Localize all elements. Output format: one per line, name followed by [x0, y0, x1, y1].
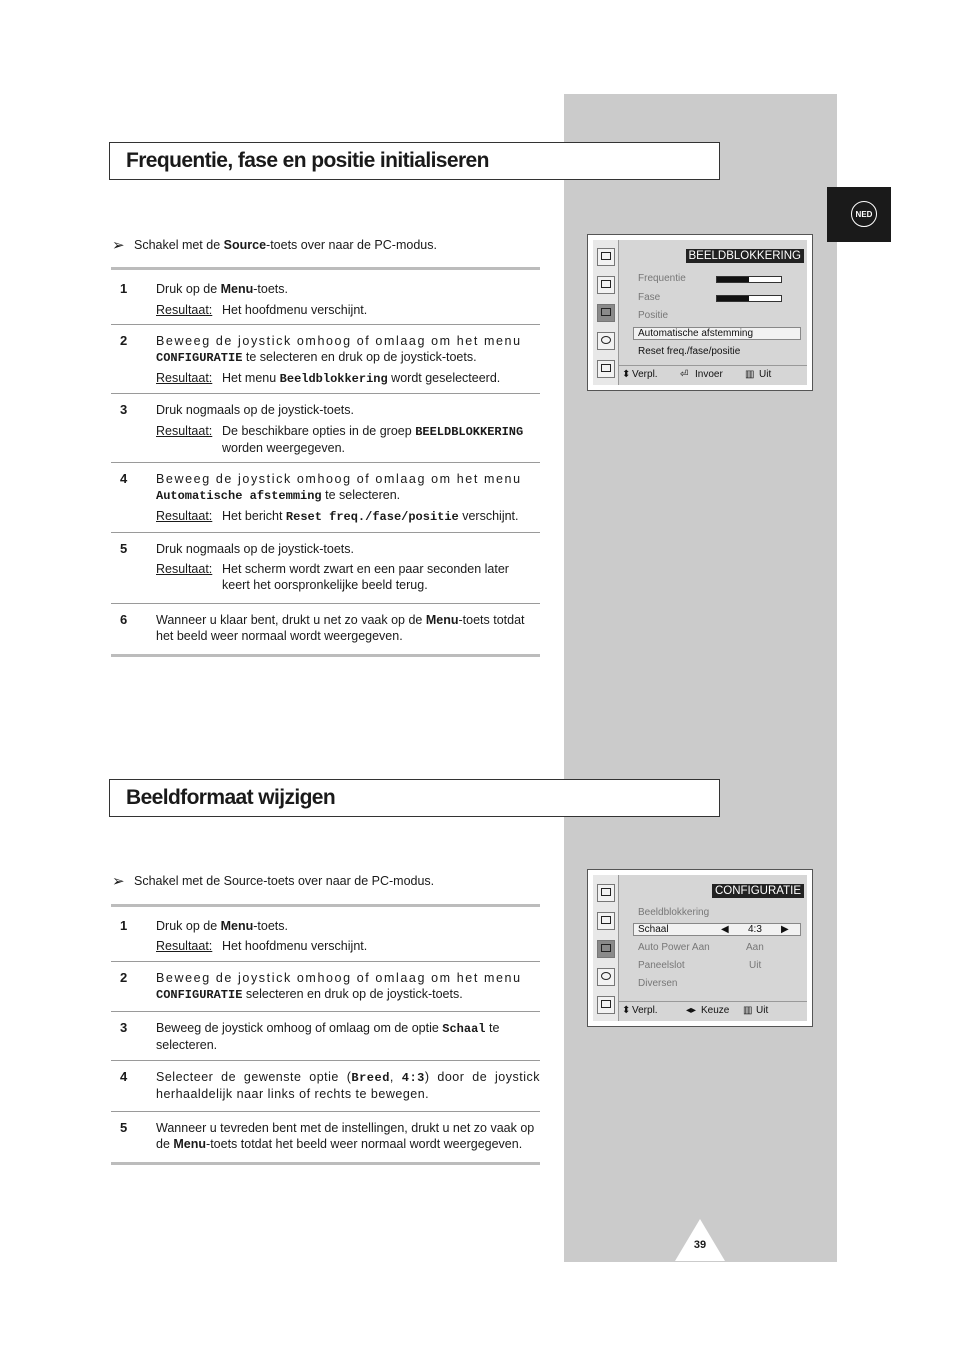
step-result: Resultaat: De beschikbare opties in de groep BEELDBLOKKERING worden weergegeven. — [156, 424, 524, 455]
step-result: Resultaat: Het hoofdmenu verschijnt. — [156, 939, 368, 953]
step-text: Beweeg de joystick omhoog of omlaag om het menu — [156, 334, 522, 348]
step-text: Beweeg de joystick omhoog of omlaag om de optie Schaal te selecteren. — [156, 1021, 500, 1052]
clock-icon — [597, 332, 615, 350]
osd-item: Fase — [638, 292, 661, 303]
language-tab — [827, 187, 891, 242]
steps-list — [111, 267, 540, 657]
osd-icon-column — [593, 240, 619, 385]
step-result: Resultaat: Het bericht Reset freq./fase/positie verschijnt. — [156, 509, 519, 524]
pip-icon — [597, 360, 615, 378]
enter-icon: ⏎ — [680, 369, 689, 380]
step-text: Druk nogmaals op de joystick-toets. — [156, 542, 355, 556]
step-item — [111, 1112, 540, 1165]
step-text: Druk op de Menu-toets. — [156, 282, 289, 296]
menu-icon: ▥ — [743, 1005, 753, 1016]
step-item — [111, 1061, 540, 1112]
osd-footer: ⬍ Verpl. ⏎ Invoer ▥ Uit — [618, 365, 807, 385]
osd-item: Beeldblokkering — [638, 907, 710, 918]
step-number: 3 — [120, 402, 128, 417]
osd-header: CONFIGURATIE — [712, 884, 804, 898]
pointer-arrow-icon: ➢ — [112, 873, 125, 890]
steps-list — [111, 904, 540, 1165]
step-number: 6 — [120, 612, 128, 627]
osd-item: Paneelslot — [638, 960, 685, 971]
picture-icon — [597, 884, 615, 902]
pointer-arrow-icon: ➢ — [112, 237, 125, 254]
step-item: 4 Beweeg de joystick omhoog of omlaag om het menu Automatische afstemming te selecteren. Resultaat: Het bericht Reset freq./fase/positie verschijnt. — [111, 463, 540, 533]
step-item — [111, 907, 540, 962]
left-right-arrow-icon: ◂▸ — [686, 1005, 697, 1016]
step-number: 5 — [120, 541, 128, 556]
section-title-box — [109, 142, 720, 180]
step-text: Wanneer u klaar bent, drukt u net zo vaak op de Menu-toets totdat het beeld weer normaal wordt weergegeven. — [156, 613, 525, 643]
step-item — [111, 533, 540, 604]
page-number: 39 — [693, 1239, 707, 1251]
up-down-arrow-icon: ⬍ — [622, 369, 631, 380]
osd-item: Diversen — [638, 978, 678, 989]
step-number: 2 — [120, 970, 128, 985]
osd-menu-beeldblokkering — [587, 234, 813, 391]
picture-icon — [597, 248, 615, 266]
auto-power-value: Aan — [746, 942, 764, 953]
pip-icon — [597, 996, 615, 1014]
scale-value: 4:3 — [748, 924, 762, 935]
osd-header: BEELDBLOKKERING — [686, 249, 804, 263]
osd-item-selected: Schaal — [638, 924, 669, 935]
step-number: 5 — [120, 1120, 128, 1135]
step-number: 1 — [120, 918, 128, 933]
step-number: 2 — [120, 333, 128, 348]
step-text: Wanneer u tevreden bent met de instellingen, drukt u net zo vaak op de Menu-toets totdat het beeld weer normaal wordt weergegeven. — [156, 1121, 535, 1151]
osd-item: Reset freq./fase/positie — [638, 346, 741, 357]
intro-line: ➢ Schakel met de Source-toets over naar de PC-modus. — [112, 873, 435, 890]
phase-bar — [716, 295, 782, 302]
right-arrow-icon: ▶ — [781, 924, 789, 935]
osd-menu-configuratie — [587, 869, 813, 1027]
osd-item: Frequentie — [638, 273, 686, 284]
setup-icon — [597, 304, 615, 322]
osd-item: Auto Power Aan — [638, 942, 710, 953]
left-arrow-icon: ◀ — [721, 924, 729, 935]
sound-icon — [597, 276, 615, 294]
language-badge: NED — [851, 201, 877, 227]
step-result: Resultaat: Het menu Beeldblokkering wordt geselecteerd. — [156, 371, 501, 386]
clock-icon — [597, 968, 615, 986]
section-title: Frequentie, fase en positie initialiseren — [126, 149, 489, 172]
step-text: Selecteer de gewenste optie (Breed, 4:3) door de joystick herhaaldelijk naar links of rechts te bewegen. — [156, 1070, 540, 1101]
frequency-bar — [716, 276, 782, 283]
section-title: Beeldformaat wijzigen — [126, 786, 336, 809]
step-item — [111, 1012, 540, 1061]
step-number: 4 — [120, 471, 128, 486]
osd-item: Positie — [638, 310, 669, 321]
step-number: 4 — [120, 1069, 128, 1084]
step-result: Resultaat: Het scherm wordt zwart en een paar seconden later keert het oorspronkelijke beeld terug. — [156, 562, 509, 592]
menu-icon: ▥ — [745, 369, 755, 380]
section-title-box — [109, 779, 720, 817]
sound-icon — [597, 912, 615, 930]
step-item — [111, 604, 540, 657]
step-result: Resultaat: Het hoofdmenu verschijnt. — [156, 303, 368, 317]
step-number: 1 — [120, 281, 128, 296]
step-item: 2 Beweeg de joystick omhoog of omlaag om het menu CONFIGURATIE selecteren en druk op de joystick-toets. — [111, 962, 540, 1012]
setup-icon — [597, 940, 615, 958]
step-item — [111, 270, 540, 325]
step-text: Druk op de Menu-toets. — [156, 919, 289, 933]
step-item — [111, 394, 540, 463]
up-down-arrow-icon: ⬍ — [622, 1005, 631, 1016]
step-text: Beweeg de joystick omhoog of omlaag om het menu — [156, 472, 522, 486]
osd-icon-column — [593, 875, 619, 1021]
step-text: Beweeg de joystick omhoog of omlaag om het menu — [156, 971, 522, 985]
osd-footer: ⬍ Verpl. ◂▸ Keuze ▥ Uit — [618, 1001, 807, 1021]
osd-item-selected: Automatische afstemming — [638, 328, 754, 339]
intro-line: ➢ Schakel met de Source-toets over naar de PC-modus. — [112, 237, 437, 254]
step-number: 3 — [120, 1020, 128, 1035]
step-text: Druk nogmaals op de joystick-toets. — [156, 403, 355, 417]
panel-lock-value: Uit — [749, 960, 762, 971]
step-item: 2 Beweeg de joystick omhoog of omlaag om het menu CONFIGURATIE te selecteren en druk op de joystick-toets. Resultaat: Het menu Beeldblokkering wordt geselecteerd. — [111, 325, 540, 394]
